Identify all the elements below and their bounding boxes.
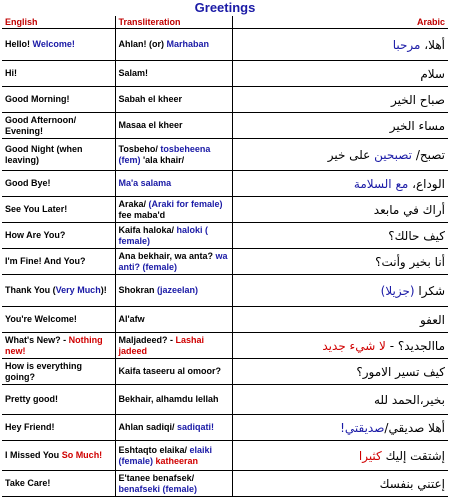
table-row xyxy=(2,385,448,415)
transliteration-text: Eshtaqto elaika/ xyxy=(118,444,190,455)
cell-english xyxy=(2,171,115,197)
arabic-text: كثيرا xyxy=(358,448,382,463)
transliteration-text: elaiki (female) xyxy=(118,444,213,466)
transliteration-text: Kaifa haloka/ xyxy=(118,224,177,235)
cell-arabic xyxy=(232,307,448,333)
cell-english xyxy=(2,441,115,471)
transliteration-text: wa anti? (female) xyxy=(118,250,228,272)
english-text: How Are You? xyxy=(5,230,66,240)
english-text: Hey Friend! xyxy=(5,422,55,432)
english-text: I Missed You xyxy=(5,450,62,460)
cell-arabic xyxy=(232,61,448,87)
arabic-text: أهلا، xyxy=(420,37,445,52)
cell-arabic xyxy=(232,171,448,197)
cell-arabic xyxy=(232,471,448,497)
table-row xyxy=(2,415,448,441)
transliteration-text: Shokran xyxy=(118,285,158,295)
cell-english xyxy=(2,333,115,359)
arabic-text: سلام xyxy=(420,66,445,81)
cell-arabic xyxy=(232,113,448,139)
cell-transliteration xyxy=(115,113,232,139)
cell-arabic xyxy=(232,223,448,249)
table-row xyxy=(2,249,448,275)
table-row xyxy=(2,197,448,223)
english-text: So Much! xyxy=(61,450,103,460)
table-row xyxy=(2,139,448,171)
arabic-text: على خير xyxy=(327,147,375,162)
cell-english xyxy=(2,197,115,223)
english-text: )! xyxy=(100,285,107,295)
transliteration-text: Tosbeho/ xyxy=(118,143,161,154)
cell-english xyxy=(2,29,115,61)
arabic-text: صديقتي! xyxy=(340,420,385,435)
english-text: Pretty good! xyxy=(5,394,58,404)
cell-english xyxy=(2,415,115,441)
english-text: What's New? - xyxy=(5,334,69,345)
table-row xyxy=(2,171,448,197)
arabic-text: كيف حالك؟ xyxy=(388,228,445,243)
arabic-text: صباح الخير xyxy=(390,92,445,107)
english-text: You're Welcome! xyxy=(5,314,77,324)
cell-transliteration xyxy=(115,415,232,441)
transliteration-text: Ahlan! (or) xyxy=(118,39,167,49)
cell-english xyxy=(2,87,115,113)
transliteration-text: sadiqati! xyxy=(177,422,215,432)
cell-arabic xyxy=(232,275,448,307)
english-text: Good Night (when leaving) xyxy=(5,143,83,165)
cell-english xyxy=(2,471,115,497)
transliteration-text: Al'afw xyxy=(118,314,145,324)
transliteration-text: Ana bekhair, wa anta? xyxy=(118,250,216,261)
cell-transliteration xyxy=(115,139,232,171)
arabic-text: تصبح/ xyxy=(412,147,445,162)
cell-transliteration xyxy=(115,385,232,415)
english-text: Thank You ( xyxy=(5,285,56,295)
header-arabic: Arabic xyxy=(232,16,448,29)
table-row xyxy=(2,113,448,139)
cell-transliteration xyxy=(115,441,232,471)
transliteration-text: katheeran xyxy=(155,455,199,466)
english-text: Hello! xyxy=(5,39,33,49)
transliteration-text: tosbeheena (fem) xyxy=(118,143,211,165)
cell-english xyxy=(2,249,115,275)
cell-arabic xyxy=(232,29,448,61)
table-body xyxy=(2,29,448,497)
greetings-table xyxy=(2,16,448,497)
arabic-text: لا شيء جديد xyxy=(322,338,386,353)
transliteration-text: Kaifa taseeru al omoor? xyxy=(118,366,222,376)
arabic-text: العفو xyxy=(419,312,445,327)
transliteration-text: (jazeelan) xyxy=(157,285,199,295)
cell-transliteration xyxy=(115,471,232,497)
english-text: I'm Fine! And You? xyxy=(5,256,86,266)
cell-arabic xyxy=(232,415,448,441)
cell-arabic xyxy=(232,359,448,385)
cell-transliteration xyxy=(115,249,232,275)
cell-english xyxy=(2,359,115,385)
english-text: Very Much xyxy=(55,285,101,295)
arabic-text: مرحبا xyxy=(392,37,421,52)
transliteration-text: Maljadeed? - xyxy=(118,334,176,345)
cell-transliteration xyxy=(115,61,232,87)
transliteration-text: benafseki (female) xyxy=(118,483,198,494)
transliteration-text: fee maba'd xyxy=(118,209,166,220)
cell-arabic xyxy=(232,385,448,415)
arabic-text: أنا بخير وأنت؟ xyxy=(375,254,445,269)
cell-english xyxy=(2,61,115,87)
transliteration-text: 'ala khair/ xyxy=(140,154,185,165)
cell-transliteration xyxy=(115,29,232,61)
table-row xyxy=(2,87,448,113)
cell-english xyxy=(2,223,115,249)
transliteration-text: Sabah el kheer xyxy=(118,94,183,104)
table-row xyxy=(2,29,448,61)
header-english: English xyxy=(2,16,115,29)
english-text: Take Care! xyxy=(5,478,51,488)
arabic-text: مساء الخير xyxy=(389,118,445,133)
cell-arabic xyxy=(232,139,448,171)
arabic-text: إعتني بنفسك xyxy=(379,476,445,491)
transliteration-text: Salam! xyxy=(118,68,149,78)
transliteration-text: Ma'a salama xyxy=(118,178,172,188)
cell-arabic xyxy=(232,87,448,113)
transliteration-text: Lashai jadeed xyxy=(118,334,205,356)
table-row xyxy=(2,307,448,333)
header-transliteration: Transliteration xyxy=(115,16,232,29)
cell-arabic xyxy=(232,197,448,223)
arabic-text: (جزيلا) xyxy=(380,283,415,298)
arabic-text: كيف تسير الامور؟ xyxy=(356,364,445,379)
english-text: Hi! xyxy=(5,68,17,78)
table-row xyxy=(2,223,448,249)
cell-transliteration xyxy=(115,307,232,333)
table-row xyxy=(2,61,448,87)
transliteration-text: Marhaban xyxy=(166,39,210,49)
arabic-text: ماالجديد؟ - xyxy=(385,338,445,353)
transliteration-text: haloki ( female) xyxy=(118,224,209,246)
english-text: Nothing new! xyxy=(5,334,103,356)
arabic-text: الوداع، xyxy=(408,176,445,191)
cell-transliteration xyxy=(115,197,232,223)
cell-english xyxy=(2,275,115,307)
arabic-text: بخير،الحمد لله xyxy=(373,392,445,407)
transliteration-text: Araka/ xyxy=(118,198,149,209)
cell-transliteration xyxy=(115,171,232,197)
page-title: Greetings xyxy=(194,0,256,15)
arabic-text: شكرا xyxy=(414,283,445,298)
transliteration-text: (Araki for female) xyxy=(148,198,223,209)
english-text: Welcome! xyxy=(32,39,75,49)
arabic-text: أهلا صديقي/ xyxy=(384,420,445,435)
arabic-text: أراك في مابعد xyxy=(373,202,445,217)
transliteration-text: Bekhair, alhamdu lellah xyxy=(118,394,219,404)
table-row xyxy=(2,441,448,471)
cell-arabic xyxy=(232,249,448,275)
table-row xyxy=(2,359,448,385)
arabic-text: تصبحين xyxy=(374,147,413,162)
transliteration-text: Ahlan sadiqi/ xyxy=(118,422,178,432)
cell-arabic xyxy=(232,441,448,471)
cell-english xyxy=(2,385,115,415)
transliteration-text: E'tanee benafsek/ xyxy=(118,472,195,483)
cell-transliteration xyxy=(115,333,232,359)
cell-transliteration xyxy=(115,87,232,113)
transliteration-text: Masaa el kheer xyxy=(118,120,183,130)
cell-transliteration xyxy=(115,275,232,307)
english-text: Good Afternoon/ Evening! xyxy=(5,114,77,136)
cell-english xyxy=(2,307,115,333)
table-row xyxy=(2,333,448,359)
header-row xyxy=(2,16,448,29)
table-row xyxy=(2,275,448,307)
english-text: Good Bye! xyxy=(5,178,51,188)
arabic-text: إشتقت إليك xyxy=(381,448,445,463)
english-text: How is everything going? xyxy=(5,360,83,382)
cell-english xyxy=(2,113,115,139)
cell-english xyxy=(2,139,115,171)
cell-transliteration xyxy=(115,359,232,385)
english-text: See You Later! xyxy=(5,204,68,214)
arabic-text: مع السلامة xyxy=(353,176,409,191)
table-row xyxy=(2,471,448,497)
cell-arabic xyxy=(232,333,448,359)
english-text: Good Morning! xyxy=(5,94,70,104)
cell-transliteration xyxy=(115,223,232,249)
